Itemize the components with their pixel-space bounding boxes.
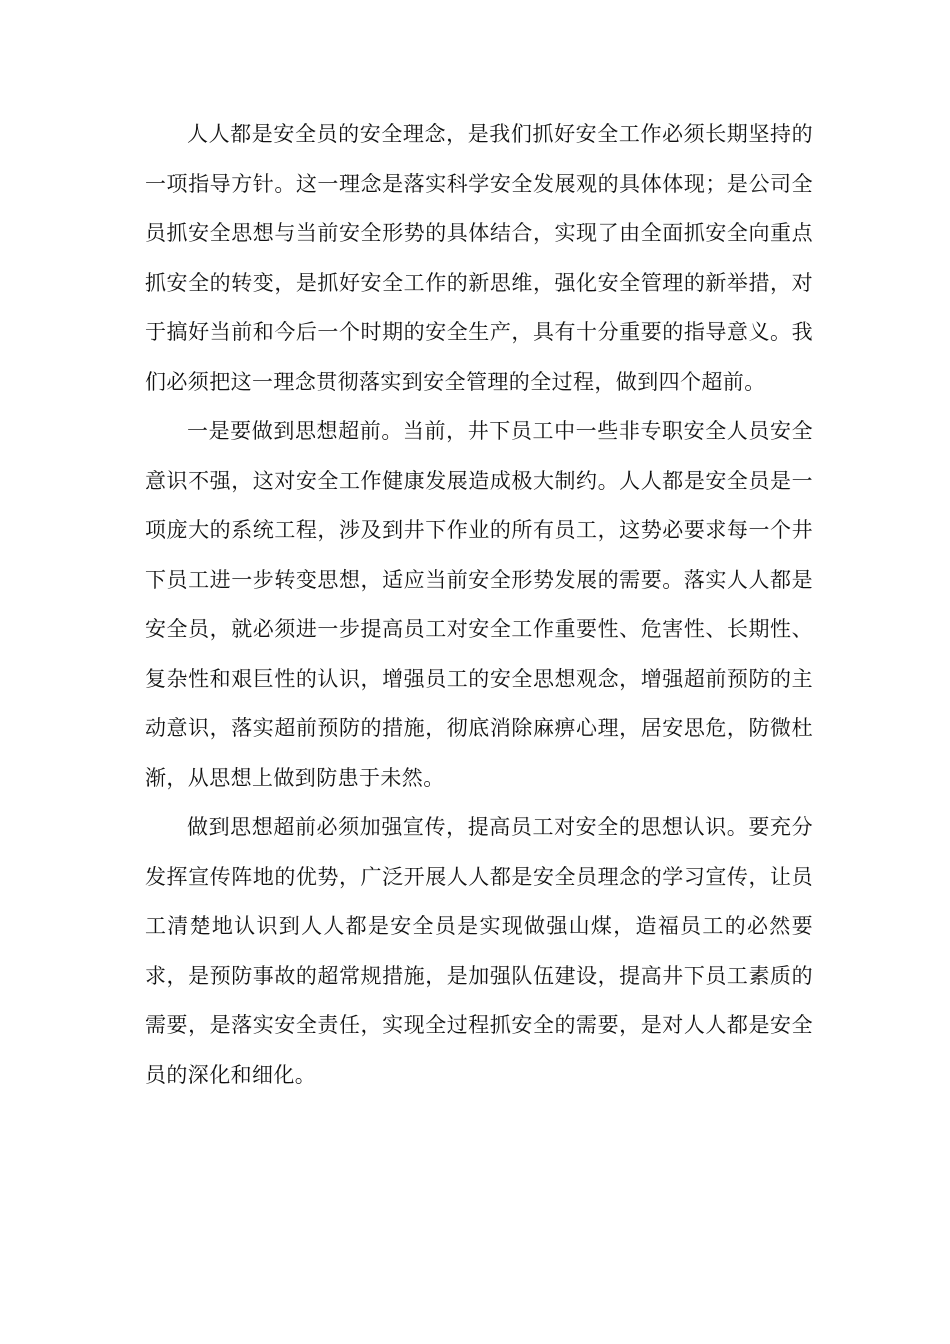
paragraph-3: 做到思想超前必须加强宣传，提高员工对安全的思想认识。要充分发挥宣传阵地的优势，广泛开展人人都是安全员理念的学习宣传，让员工清楚地认识到人人都是安全员是实现做强山煤，造福员工的必然要求，是预防事故的超常规措施，是加强队伍建设，提高井下员工素质的需要，是落实安全责任，实现全过程抓安全的需要，是对人人都是安全员的深化和细化。 — [145, 815, 813, 1087]
paragraph-1: 人人都是安全员的安全理念，是我们抓好安全工作必须长期坚持的一项指导方针。这一理念是落实科学安全发展观的具体体现；是公司全员抓安全思想与当前安全形势的具体结合，实现了由全面抓安全向重点抓安全的转变，是抓好安全工作的新思维，强化安全管理的新举措，对于搞好当前和今后一个时期的安全生产，具有十分重要的指导意义。我们必须把这一理念贯彻落实到安全管理的全过程，做到四个超前。 — [145, 122, 813, 394]
document-body — [145, 110, 813, 1100]
paragraph-2: 一是要做到思想超前。当前，井下员工中一些非专职安全人员安全意识不强，这对安全工作健康发展造成极大制约。人人都是安全员是一项庞大的系统工程，涉及到井下作业的所有员工，这势必要求每一个井下员工进一步转变思想，适应当前安全形势发展的需要。落实人人都是安全员，就必须进一步提高员工对安全工作重要性、危害性、长期性、复杂性和艰巨性的认识，增强员工的安全思想观念，增强超前预防的主动意识，落实超前预防的措施，彻底消除麻痹心理，居安思危，防微杜渐，从思想上做到防患于未然。 — [145, 419, 813, 790]
